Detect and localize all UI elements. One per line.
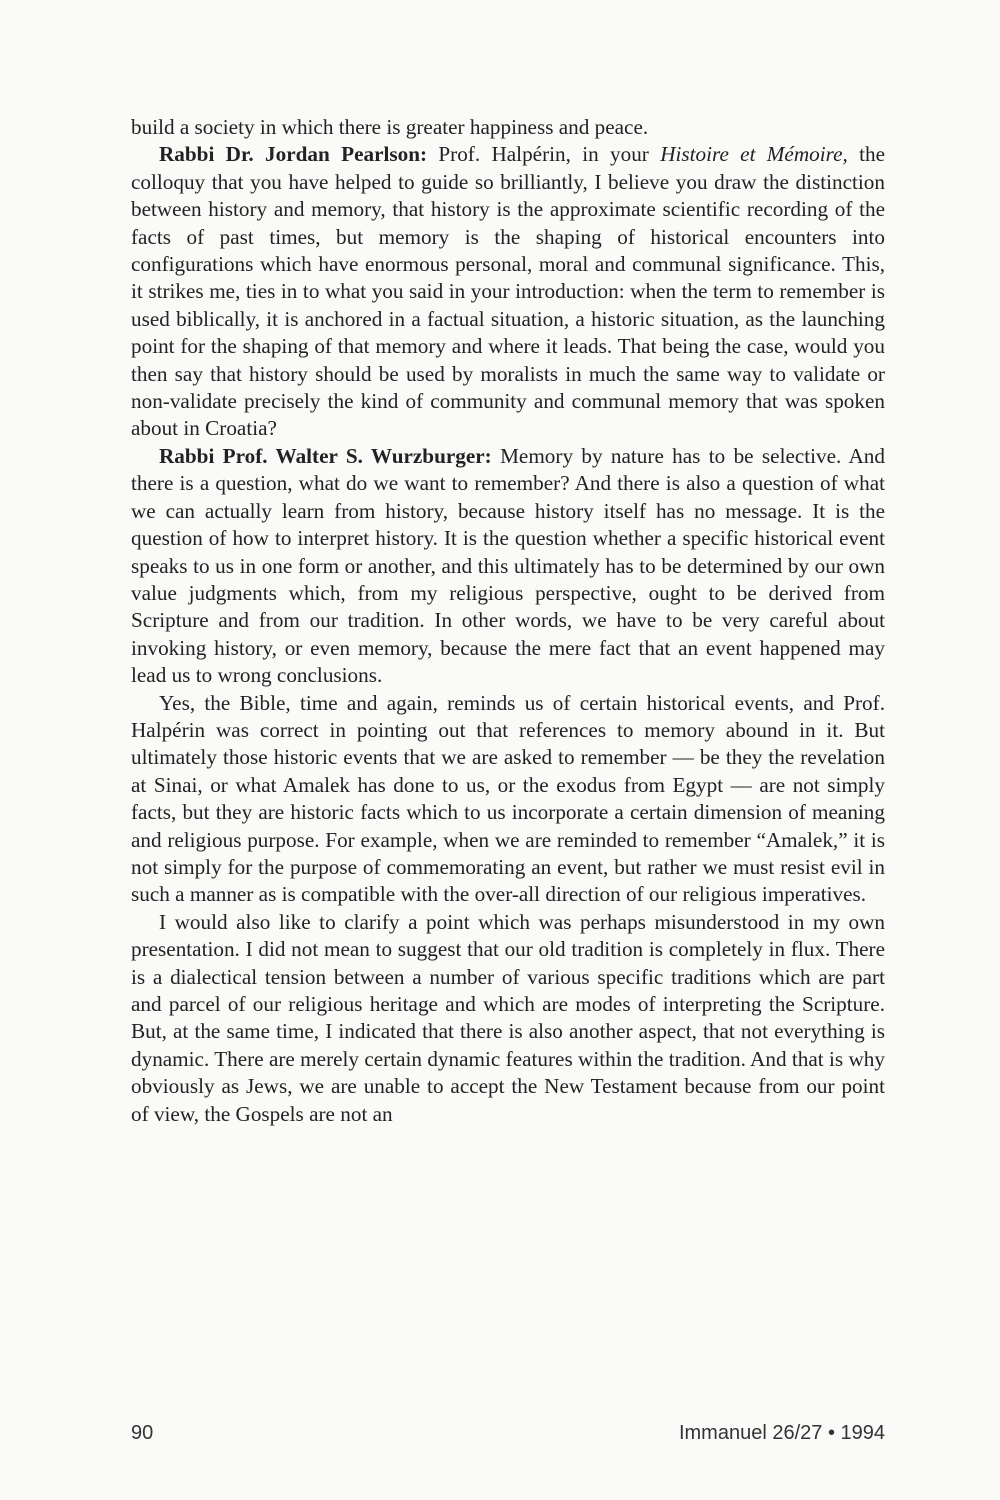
page-number: 90: [131, 1422, 154, 1444]
paragraph-pearlson: [131, 141, 885, 442]
paragraph-clarify: I would also like to clarify a point which was perhaps misunderstood in my own presentation. I did not mean to suggest that our old tradition is completely in flux. There is a dialectical tension between a number of various specific traditions which are part and parcel of our religious heritage and which are modes of interpreting the Scripture. But, at the same time, I indicated that there is also another aspect, that not everything is dynamic. There are merely certain dynamic features within the tradition. And that is why obviously as Jews, we are unable to accept the New Testament because from our point of view, the Gospels are not an: [131, 909, 885, 1126]
paragraph-text: the colloquy that you have helped to guide so brilliantly, I believe you draw the distinction between history and memory, that history is the approximate scientific recording of the facts of past times, but memory is the shaping of historical encounters into configurations which have enormous personal, moral and communal significance. This, it strikes me, ties in to what you said in your introduction: when the term to remember is used biblically, it is anchored in a factual situation, a historic situation, as the launching point for the shaping of that memory and where it leads. That being the case, would you then say that history should be used by moralists in much the same way to validate or non-validate precisely the kind of community and communal memory that was spoken about in Croatia?: [131, 142, 885, 441]
paragraph-text: Prof. Halpérin, in your: [427, 142, 661, 167]
paragraph-text: Memory by nature has to be selective. And there is a question, what do we want to remember? And there is also a question of what we can actually learn from history, because history itself has no message. It is the question of how to interpret history. It is the question whether a specific historical event speaks to us in one form or another, and this ultimately has to be determined by our own value judgments which, from my religious perspective, ought to be derived from Scripture and from our tradition. In other words, we have to be very careful about invoking history, or even memory, because the mere fact that an event happened may lead us to wrong conclusions.: [131, 443, 885, 688]
paragraph-wurzburger: [131, 443, 885, 690]
speaker-name: Rabbi Prof. Walter S. Wurzburger:: [159, 443, 492, 468]
journal-citation: Immanuel 26/27 • 1994: [678, 1422, 885, 1444]
paragraph-continuation: build a society in which there is greater happiness and peace.: [131, 115, 649, 139]
book-title: Histoire et Mémoire,: [660, 142, 848, 167]
paragraph-bible: Yes, the Bible, time and again, reminds us of certain historical events, and Prof. Halpérin was correct in pointing out that references to memory abound in it. But ultimately those historic events that we are asked to remember — be they the revelation at Sinai, or what Amalek has done to us, or the exodus from Egypt — are not simply facts, but they are historic facts which to us incorporate a certain dimension of meaning and religious purpose. For example, when we are reminded to remember “Amalek,” it is not simply for the purpose of commemorating an event, but rather we must resist evil in such a manner as is compatible with the over-all direction of our religious imperatives.: [131, 690, 885, 907]
speaker-name: Rabbi Dr. Jordan Pearlson:: [159, 142, 428, 167]
document-body: [131, 114, 885, 1128]
page-footer: [131, 1422, 885, 1452]
